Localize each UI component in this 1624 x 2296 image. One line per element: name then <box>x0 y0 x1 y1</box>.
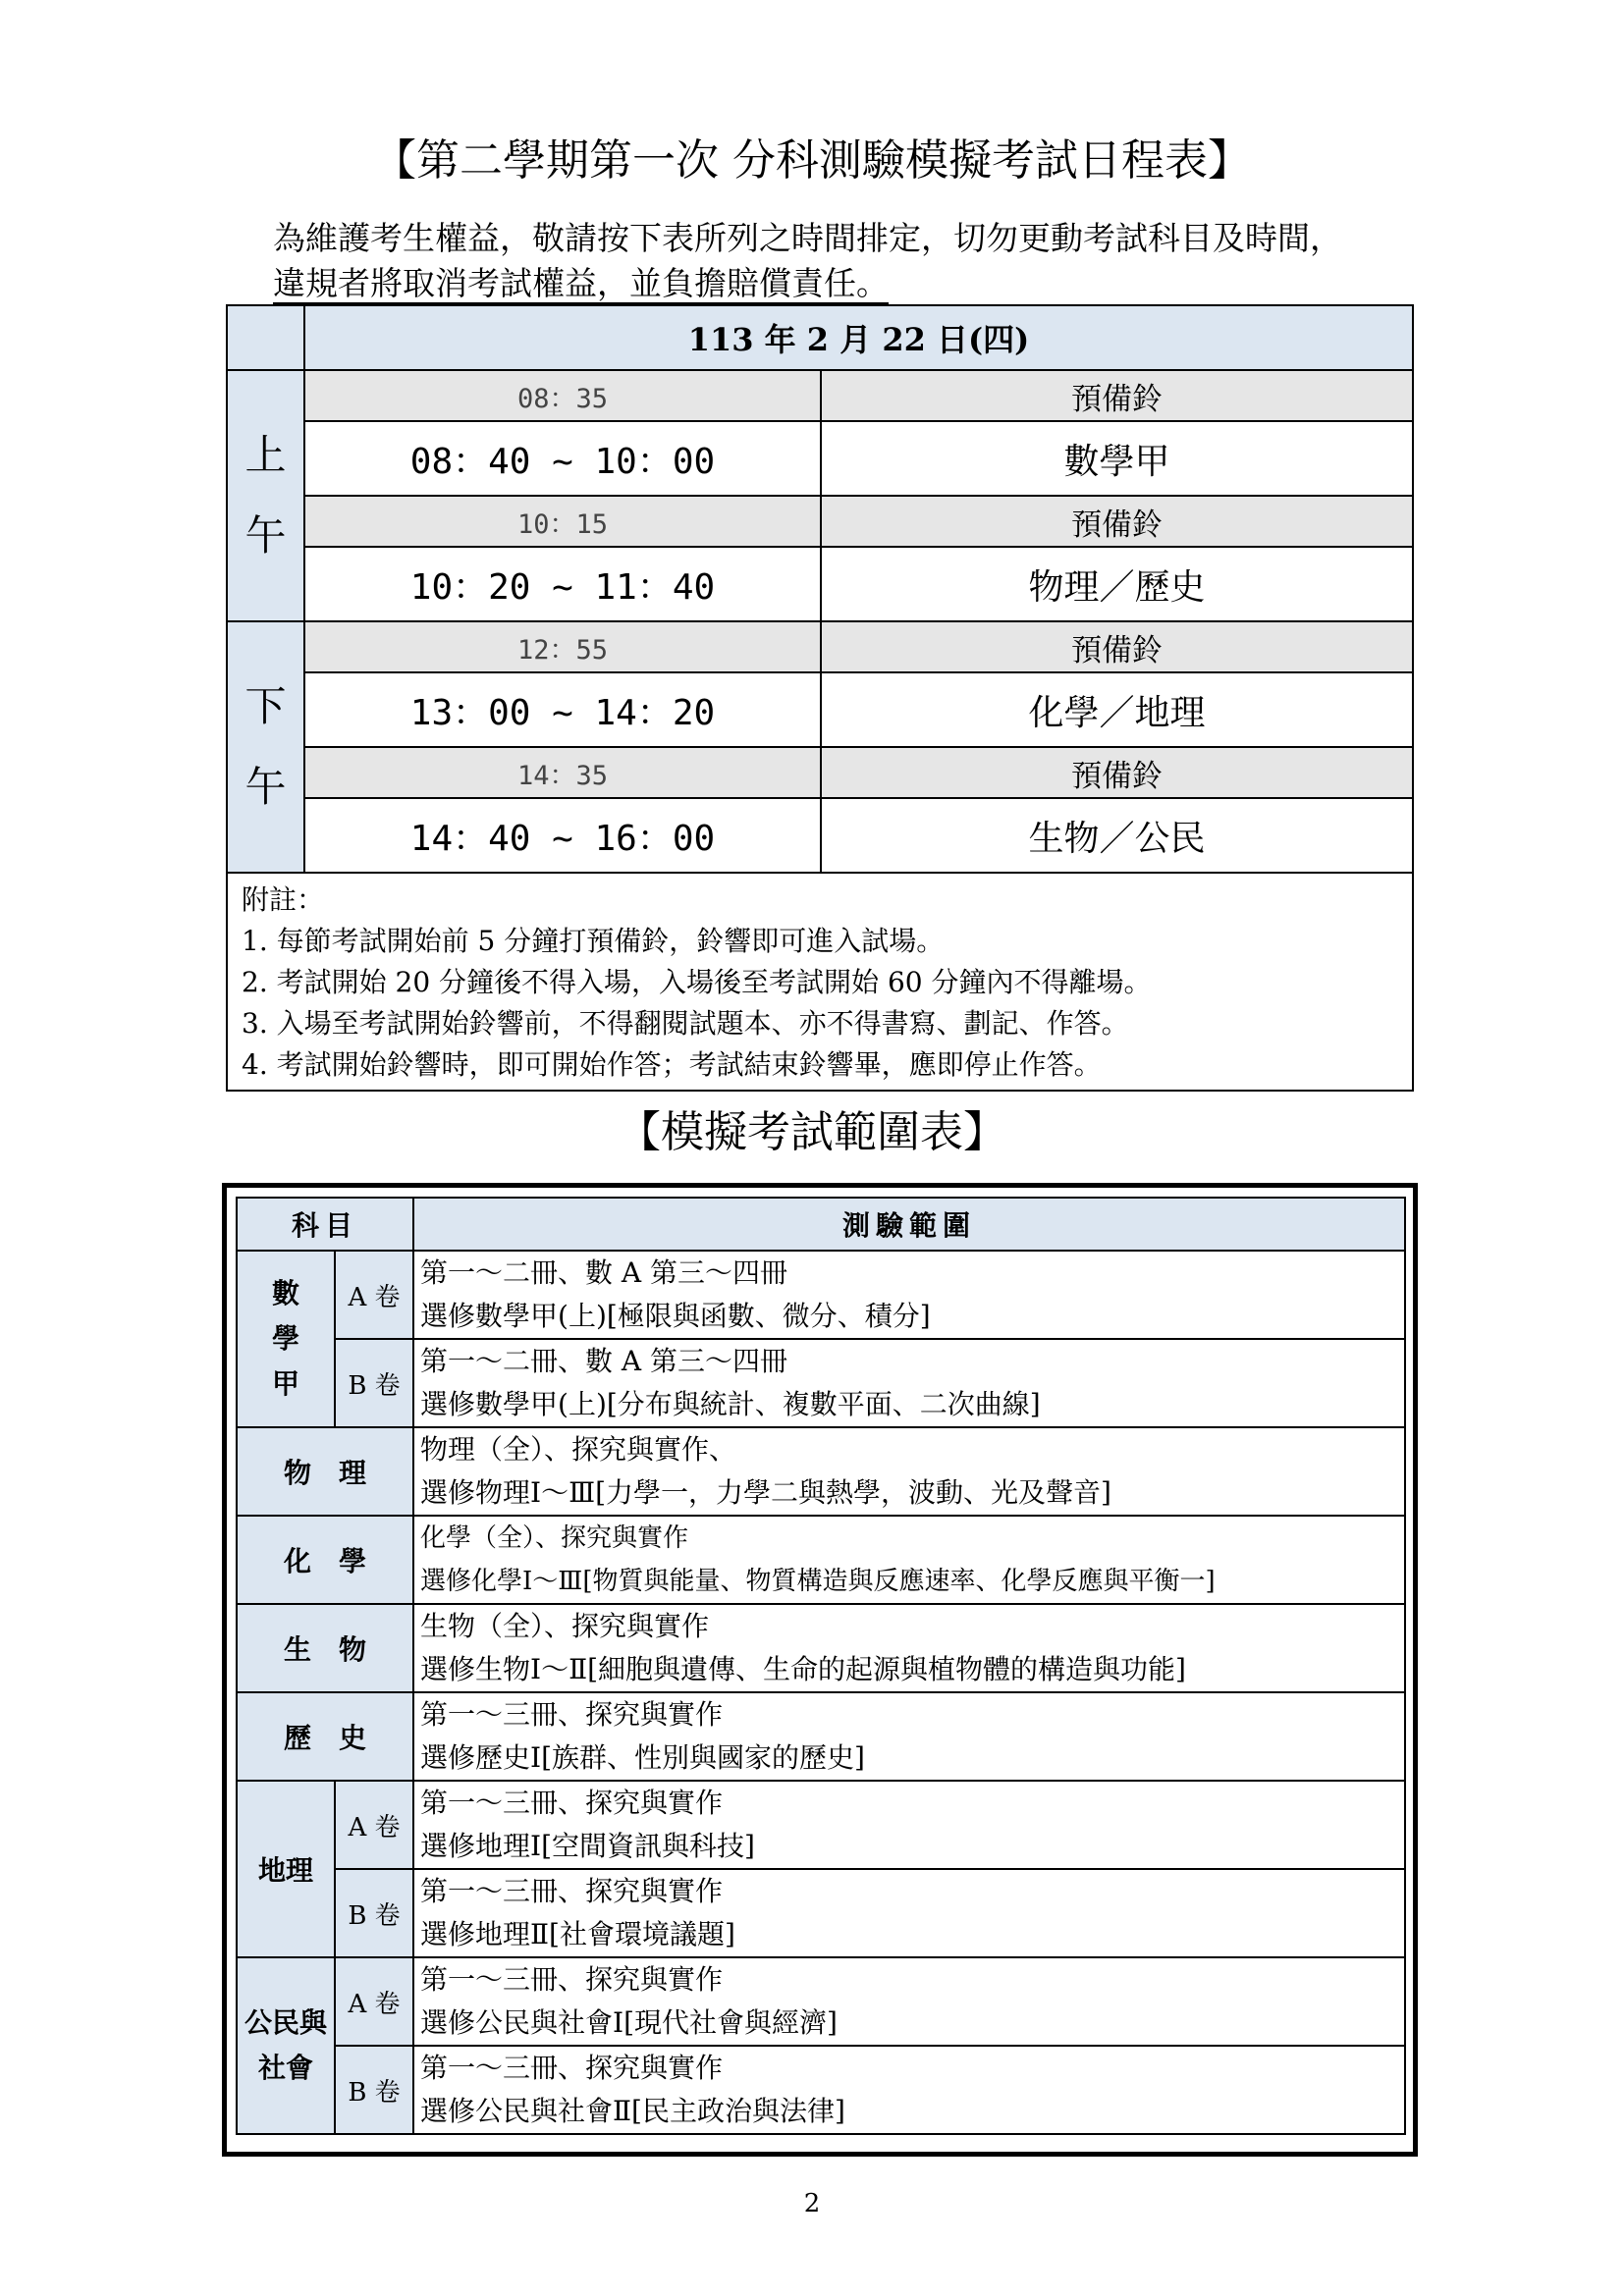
session-subject: 數學甲 <box>821 421 1413 496</box>
page-number: 2 <box>803 2189 821 2218</box>
col-header-subject: 科目 <box>237 1198 413 1251</box>
notice-line-2: 違規者將取消考試權益，並負擔賠償責任。 <box>273 264 889 302</box>
range-table <box>236 1197 1406 2135</box>
scope-cell: 第一～三冊、探究與實作 選修公民與社會Ⅰ[現代社會與經濟] <box>413 1957 1405 2046</box>
afternoon-label: 下 午 <box>227 621 304 873</box>
scope-cell: 第一～三冊、探究與實作 選修地理Ⅱ[社會環境議題] <box>413 1869 1405 1957</box>
session-time: 10：20 ~ 11：40 <box>304 547 821 621</box>
note-item: 1. 每節考試開始前 5 分鐘打預備鈴，鈴響即可進入試場。 <box>242 925 945 957</box>
bell-time: 10：15 <box>304 496 821 547</box>
subject-math: 數學甲 <box>237 1251 335 1427</box>
subject-civics: 公民與 社會 <box>237 1957 335 2134</box>
session-time: 08：40 ~ 10：00 <box>304 421 821 496</box>
schedule-title: 【第二學期第一次 分科測驗模擬考試日程表】 <box>373 135 1251 186</box>
paper-a-label: A 卷 <box>335 1251 413 1339</box>
subject-physics: 物 理 <box>237 1427 413 1516</box>
bell-label: 預備鈴 <box>821 621 1413 672</box>
session-subject: 生物／公民 <box>821 798 1413 873</box>
morning-label: 上 午 <box>227 370 304 621</box>
note-item: 4. 考試開始鈴響時，即可開始作答；考試結束鈴響畢，應即停止作答。 <box>242 1048 1102 1081</box>
session-subject: 化學／地理 <box>821 672 1413 747</box>
paper-b-label: B 卷 <box>335 1869 413 1957</box>
session-subject: 物理／歷史 <box>821 547 1413 621</box>
scope-cell: 生物（全）、探究與實作 選修生物Ⅰ～Ⅱ[細胞與遺傳、生命的起源與植物體的構造與功能] <box>413 1604 1405 1692</box>
range-title: 【模擬考試範圍表】 <box>618 1107 1006 1157</box>
scope-cell: 第一～三冊、探究與實作 選修公民與社會Ⅱ[民主政治與法律] <box>413 2046 1405 2134</box>
range-table-frame <box>222 1183 1418 2157</box>
paper-b-label: B 卷 <box>335 1339 413 1427</box>
scope-cell: 第一～三冊、探究與實作 選修地理Ⅰ[空間資訊與科技] <box>413 1781 1405 1869</box>
schedule-table <box>226 304 1414 1092</box>
col-header-scope: 測驗範圍 <box>413 1198 1405 1251</box>
subject-geography: 地理 <box>237 1781 335 1957</box>
bell-time: 08：35 <box>304 370 821 421</box>
subject-biology: 生 物 <box>237 1604 413 1692</box>
scope-cell: 第一～三冊、探究與實作 選修歷史Ⅰ[族群、性別與國家的歷史] <box>413 1692 1405 1781</box>
session-time: 13：00 ~ 14：20 <box>304 672 821 747</box>
scope-cell: 物理（全）、探究與實作、 選修物理Ⅰ～Ⅲ[力學一，力學二與熱學，波動、光及聲音] <box>413 1427 1405 1516</box>
scope-cell: 第一～二冊、數 A 第三～四冊 選修數學甲(上)[極限與函數、微分、積分] <box>413 1251 1405 1339</box>
note-item: 3. 入場至考試開始鈴響前，不得翻閱試題本、亦不得書寫、劃記、作答。 <box>242 1007 1129 1040</box>
subject-history: 歷 史 <box>237 1692 413 1781</box>
paper-a-label: A 卷 <box>335 1781 413 1869</box>
schedule-notice <box>273 216 1342 306</box>
bell-label: 預備鈴 <box>821 370 1413 421</box>
notes-cell <box>227 873 1413 1091</box>
paper-b-label: B 卷 <box>335 2046 413 2134</box>
notes-title: 附註： <box>242 883 325 916</box>
bell-time: 12：55 <box>304 621 821 672</box>
bell-label: 預備鈴 <box>821 747 1413 798</box>
note-item: 2. 考試開始 20 分鐘後不得入場，入場後至考試開始 60 分鐘內不得離場。 <box>242 966 1152 998</box>
bell-time: 14：35 <box>304 747 821 798</box>
session-time: 14：40 ~ 16：00 <box>304 798 821 873</box>
subject-chemistry: 化 學 <box>237 1516 413 1604</box>
notice-line-1: 為維護考生權益，敬請按下表所列之時間排定，切勿更動考試科目及時間， <box>273 219 1342 257</box>
scope-cell: 化學（全）、探究與實作 選修化學Ⅰ～Ⅲ[物質與能量、物質構造與反應速率、化學反應與平衡一] <box>413 1516 1405 1604</box>
paper-a-label: A 卷 <box>335 1957 413 2046</box>
date-header: 113 年 2 月 22 日(四) <box>304 305 1413 370</box>
bell-label: 預備鈴 <box>821 496 1413 547</box>
scope-cell: 第一～二冊、數 A 第三～四冊 選修數學甲(上)[分布與統計、複數平面、二次曲線] <box>413 1339 1405 1427</box>
header-blank-cell <box>227 305 304 370</box>
